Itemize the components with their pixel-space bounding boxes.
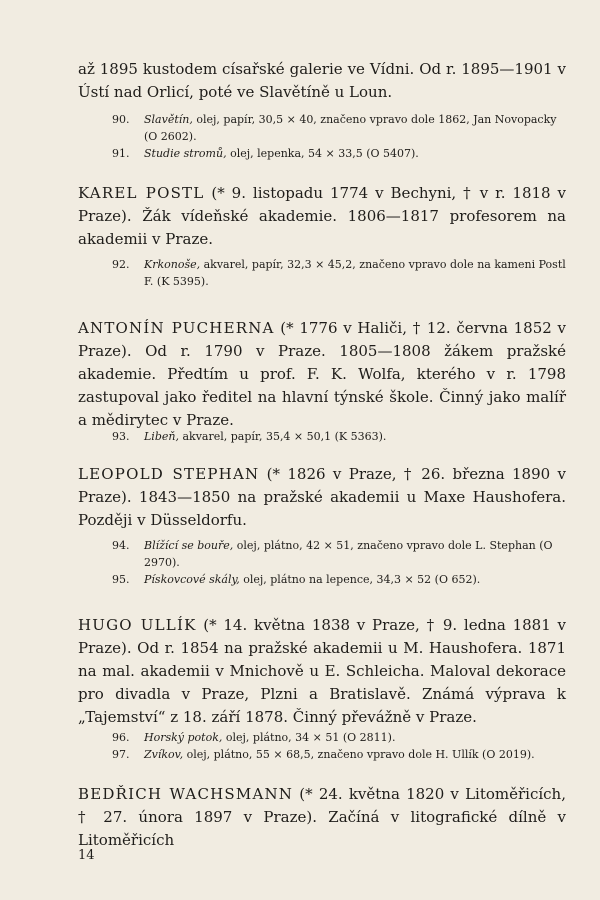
pucherna-entries <box>112 428 567 445</box>
entry-title: Slavětín, <box>144 113 193 126</box>
entry-description: olej, plátno, 34 × 51 (O 2811). <box>222 731 396 744</box>
artist-name: KAREL POSTL <box>78 184 205 202</box>
entry-number: 97. <box>112 748 130 761</box>
entry-number: 90. <box>112 113 130 126</box>
catalog-entry-94 <box>112 537 567 571</box>
artist-name: LEOPOLD STEPHAN <box>78 465 260 483</box>
catalog-entry-93 <box>112 428 567 445</box>
entry-description: olej, lepenka, 54 × 33,5 (O 5407). <box>226 147 419 160</box>
entry-number: 95. <box>112 573 130 586</box>
entry-title: Libeň, <box>144 430 179 443</box>
artist-biography: (* 1776 v Haliči, † 12. června 1852 v Praze). Od r. 1790 v Praze. 1805—1808 žákem pražské akademie. Předtím u prof. F. K. Wolfa, kterého v r. 1798 zastupoval jako ředitel na hlavní týnské škole. Činný jako malíř a mědirytec v Praze. <box>78 319 566 429</box>
artist-name: HUGO ULLÍK <box>78 616 197 634</box>
artist-bio-postl <box>78 182 566 251</box>
entry-number: 93. <box>112 430 130 443</box>
entry-title: Blížící se bouře, <box>144 539 234 552</box>
entry-description: akvarel, papír, 35,4 × 50,1 (K 5363). <box>178 430 387 443</box>
entry-number: 92. <box>112 258 130 271</box>
entry-number: 96. <box>112 731 130 744</box>
entry-description: akvarel, papír, 32,3 × 45,2, značeno vpravo dole na kameni Postl F. (K 5395). <box>144 258 566 288</box>
catalog-entry-92 <box>112 256 567 290</box>
artist-name: ANTONÍN PUCHERNA <box>78 319 275 337</box>
entry-description: olej, plátno na lepence, 34,3 × 52 (O 652). <box>239 573 481 586</box>
postl-entries <box>112 256 567 290</box>
entry-title: Studie stromů, <box>144 147 227 160</box>
catalog-entry-97 <box>112 746 567 763</box>
entry-description: olej, papír, 30,5 × 40, značeno vpravo dole 1862, Jan Novopacky (O 2602). <box>144 113 557 143</box>
artist-bio-pucherna <box>78 317 566 432</box>
artist-biography: (* 1826 v Praze, † 26. března 1890 v Praze). 1843—1850 na pražské akademii u Maxe Haushofera. Později v Düsseldorfu. <box>78 465 567 529</box>
entry-number: 91. <box>112 147 130 160</box>
entry-title: Krkonoše, <box>144 258 201 271</box>
intro-entries <box>112 111 567 162</box>
artist-bio-wachsmann <box>78 783 566 852</box>
artist-biography: (* 14. května 1838 v Praze, † 9. ledna 1881 v Praze). Od r. 1854 na pražské akademii u M. Haushofera. 1871 na mal. akademii v Mnichově u E. Schleicha. Maloval dekorace pro divadla v Praze, Plzni a Bratislavě. Známá výprava k „Tajemství“ z 18. září 1878. Činný převážně v Praze. <box>78 616 567 726</box>
entry-description: olej, plátno, 42 × 51, značeno vpravo dole L. Stephan (O 2970). <box>144 539 553 569</box>
ullik-entries <box>112 729 567 763</box>
page-number: 14 <box>78 848 95 863</box>
artist-biography: (* 9. listopadu 1774 v Bechyni, † v r. 1818 v Praze). Žák vídeňské akademie. 1806—1817 profesorem na akademii v Praze. <box>78 184 566 248</box>
catalog-entry-95 <box>112 571 567 588</box>
intro-paragraph: až 1895 kustodem císařské galerie ve Vídni. Od r. 1895—1901 v Ústí nad Orlicí, poté ve Slavětíně u Loun. <box>78 60 566 101</box>
catalog-entry-90 <box>112 111 567 145</box>
entry-title: Horský potok, <box>144 731 223 744</box>
catalog-entry-96 <box>112 729 567 746</box>
artist-bio-ullik <box>78 614 566 729</box>
entry-title: Pískovcové skály, <box>144 573 240 586</box>
entry-title: Zvíkov, <box>144 748 184 761</box>
stephan-entries <box>112 537 567 588</box>
catalog-entry-91 <box>112 145 567 162</box>
artist-bio-stephan <box>78 463 566 532</box>
artist-name: BEDŘICH WACHSMANN <box>78 785 294 803</box>
entry-number: 94. <box>112 539 130 552</box>
entry-description: olej, plátno, 55 × 68,5, značeno vpravo dole H. Ullík (O 2019). <box>183 748 535 761</box>
artist-biography: (* 24. května 1820 v Litoměřicích, † 27. února 1897 v Praze). Začíná v litografické dílně v Litoměřicích <box>78 785 566 849</box>
